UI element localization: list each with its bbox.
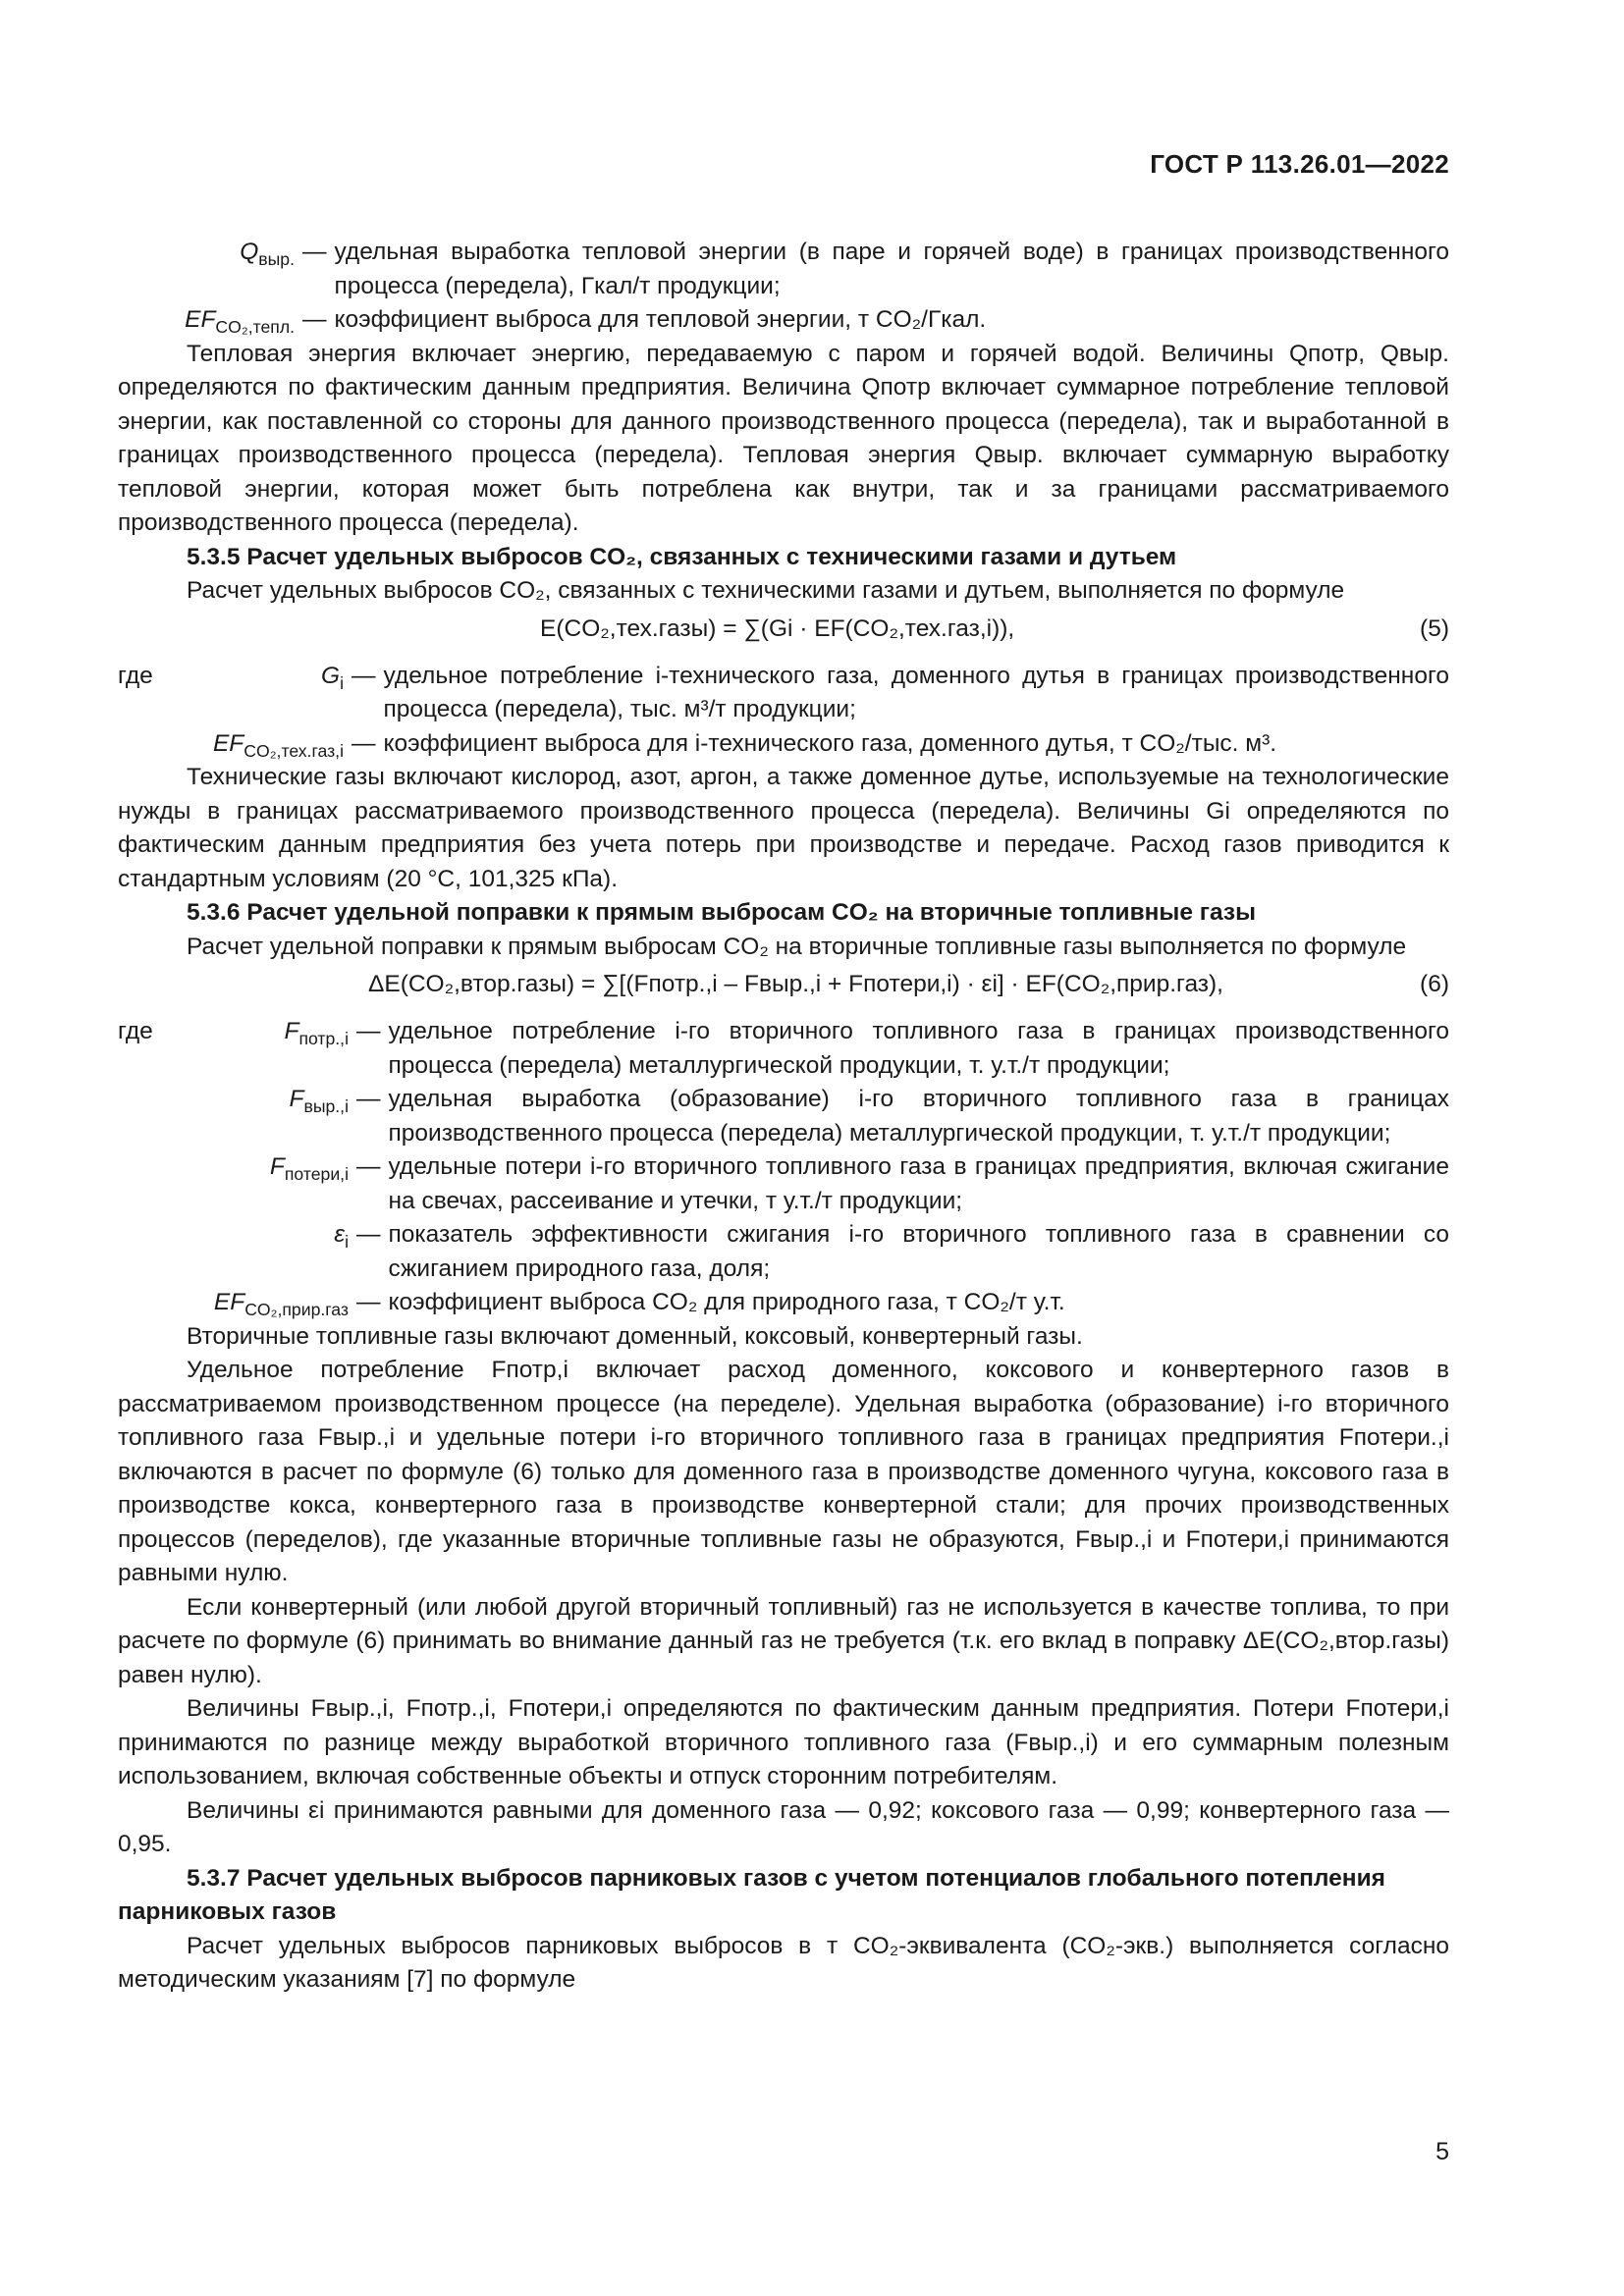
where-label: где xyxy=(118,1018,153,1044)
paragraph-technical-gases: Технические газы включают кислород, азот, аргон, а также доменное дутье, используемые на технологические нужды в границах рассматриваемого производственного процесса (передела). Величины Gi определяются по фактическим данным предприятия без учета потерь при производстве и передаче. Расход газов приводится к стандартным условиям (20 °С, 101,325 кПа). xyxy=(118,764,1449,892)
definition-text: удельная выработка тепловой энергии (в паре и горячей воде) в границах производственного процесса (передела), Гкал/т продукции; xyxy=(334,239,1449,299)
formula-5-expression: E(CO₂,тех.газы) = ∑(Gi · EF(CO₂,тех.газ,i)), xyxy=(540,614,1015,642)
heading-5-3-7: 5.3.7 Расчет удельных выбросов парниковых газов с учетом потенциалов глобального потепления парниковых газов xyxy=(118,1864,1385,1925)
definition-row: где $F_{потр.,i}$ — удельное потребление i-го вторичного топливного газа в границах производственного процесса (передела) металлургической продукции, т. у.т./т продукции; xyxy=(118,1015,1449,1083)
formula-6 xyxy=(118,968,1449,1007)
definition-text: удельная выработка (образование) i-го вторичного топливного газа в границах производственного процесса (передела) металлургической продукции, т. у.т./т продукции; xyxy=(388,1086,1449,1147)
definition-row: $EF_{CO_2,тех.газ,i}$ — коэффициент выброса для i-технического газа, доменного дутья, т CO₂/тыс. м³. xyxy=(118,727,1449,762)
paragraph-secondary-gases-3: Если конвертерный (или любой другой вторичный топливный) газ не используется в качестве топлива, то при расчете по формуле (6) принимать во внимание данный газ не требуется (т.к. его вклад в поправку ΔE(CO₂,втор.газы) равен нулю). xyxy=(118,1593,1449,1688)
definition-text: коэффициент выброса для i-технического газа, доменного дутья, т CO₂/тыс. м³. xyxy=(383,729,1277,757)
formula-5-number: (5) xyxy=(1420,614,1449,642)
definition-row: $F_{потери,i}$ — удельные потери i-го вторичного топливного газа в границах предприятия, включая сжигание на свечах, рассеивание и утечки, т у.т./т продукции; xyxy=(118,1150,1449,1218)
page-number: 5 xyxy=(1435,2138,1449,2165)
definition-text: показатель эффективности сжигания i-го вторичного топливного газа в сравнении со сжиганием природного газа, доля; xyxy=(388,1221,1449,1282)
where-label: где xyxy=(118,662,153,689)
definition-row: $Q_{выр.}$ — удельная выработка тепловой энергии (в паре и горячей воде) в границах производственного процесса (передела), Гкал/т продукции; xyxy=(118,236,1449,303)
paragraph-secondary-gases-1: Вторичные топливные газы включают доменный, коксовый, конвертерный газы. xyxy=(187,1322,1083,1350)
page-content xyxy=(118,236,1449,1998)
definition-row: $\varepsilon_i$ — показатель эффективности сжигания i-го вторичного топливного газа в сравнении со сжиганием природного газа, доля; xyxy=(118,1218,1449,1286)
formula-6-number: (6) xyxy=(1420,971,1449,997)
paragraph-secondary-gases-4: Величины Fвыр.,i, Fпотр.,i, Fпотери,i определяются по фактическим данным предприятия. Потери Fпотери,i принимаются по разнице между выработкой вторичного топливного газа (Fвыр.,i) и его суммарным полезным использованием, включая собственные объекты и отпуск сторонним потребителям. xyxy=(118,1695,1449,1789)
paragraph-secondary-gases-5: Величины εi принимаются равными для доменного газа — 0,92; коксового газа — 0,99; конвертерного газа — 0,95. xyxy=(118,1796,1449,1857)
definition-text: удельные потери i-го вторичного топливного газа в границах предприятия, включая сжигание на свечах, рассеивание и утечки, т у.т./т продукции; xyxy=(388,1153,1449,1214)
definition-text: удельное потребление i-го вторичного топливного газа в границах производственного процесса (передела) металлургической продукции, т. у.т./т продукции; xyxy=(388,1018,1449,1079)
formula-5 xyxy=(118,613,1449,652)
definition-row: $EF_{CO_2,тепл.}$ — коэффициент выброса для тепловой энергии, т CO₂/Гкал. xyxy=(118,303,1449,338)
heading-5-3-6: 5.3.6 Расчет удельной поправки к прямым выбросам CO₂ на вторичные топливные газы xyxy=(187,899,1257,926)
paragraph-secondary-gases-2: Удельное потребление Fпотр,i включает расход доменного, коксового и конвертерного газов в рассматриваемом производственном процессе (на переделе). Удельная выработка (образование) i-го вторичного топливного газа Fвыр.,i и удельные потери i-го вторичного топливного газа в границах предприятия Fпотери.,i включаются в расчет по формуле (6) только для доменного газа в производстве доменного чугуна, коксового газа в производстве кокса, конвертерного газа в производстве конвертерной стали; для прочих производственных процессов (переделов), где указанные вторичные топливные газы не образуются, Fвыр.,i и Fпотери,i принимаются равными нулю. xyxy=(118,1357,1449,1586)
paragraph-heat-energy: Тепловая энергия включает энергию, передаваемую с паром и горячей водой. Величины Qпотр, Qвыр. определяются по фактическим данным предприятия. Величина Qпотр включает суммарное потребление тепловой энергии, как поставленной со стороны для данного производственного процесса (передела), так и выработанной в границах производственного процесса (передела). Тепловая энергия Qвыр. включает суммарную выработку тепловой энергии, которая может быть потреблена как внутри, так и за границами рассматриваемого производственного процесса (передела). xyxy=(118,340,1449,536)
paragraph-5-3-7: Расчет удельных выбросов парниковых выбросов в т CO₂-эквивалента (CO₂-экв.) выполняется согласно методическим указаниям [7] по формуле xyxy=(118,1932,1449,1993)
definition-text: удельное потребление i-технического газа, доменного дутья в границах производственного процесса (передела), тыс. м³/т продукции; xyxy=(383,662,1449,722)
definition-text: коэффициент выброса для тепловой энергии, т CO₂/Гкал. xyxy=(334,306,987,333)
definition-text: коэффициент выброса CO₂ для природного газа, т CO₂/т у.т. xyxy=(388,1289,1065,1315)
definition-row: $EF_{CO_2,прир.газ}$ — коэффициент выброса CO₂ для природного газа, т CO₂/т у.т. xyxy=(118,1286,1449,1320)
standard-header: ГОСТ Р 113.26.01—2022 xyxy=(1150,149,1449,179)
definition-row: $F_{выр.,i}$ — удельная выработка (образование) i-го вторичного топливного газа в границах производственного процесса (передела) металлургической продукции, т. у.т./т продукции; xyxy=(118,1083,1449,1150)
formula-6-expression: ΔE(CO₂,втор.газы) = ∑[(Fпотр.,i – Fвыр.,i + Fпотери,i) · εi] · EF(CO₂,прир.газ), xyxy=(368,971,1223,997)
paragraph-5-3-5: Расчет удельных выбросов CO₂, связанных с техническими газами и дутьем, выполняется по формуле xyxy=(187,577,1345,604)
heading-5-3-5: 5.3.5 Расчет удельных выбросов CO₂, связанных с техническими газами и дутьем xyxy=(187,543,1177,570)
paragraph-5-3-6: Расчет удельной поправки к прямым выбросам CO₂ на вторичные топливные газы выполняется по формуле xyxy=(187,933,1407,960)
definition-row: где $G_i$ — удельное потребление i-технического газа, доменного дутья в границах производственного процесса (передела), тыс. м³/т продукции; xyxy=(118,660,1449,727)
